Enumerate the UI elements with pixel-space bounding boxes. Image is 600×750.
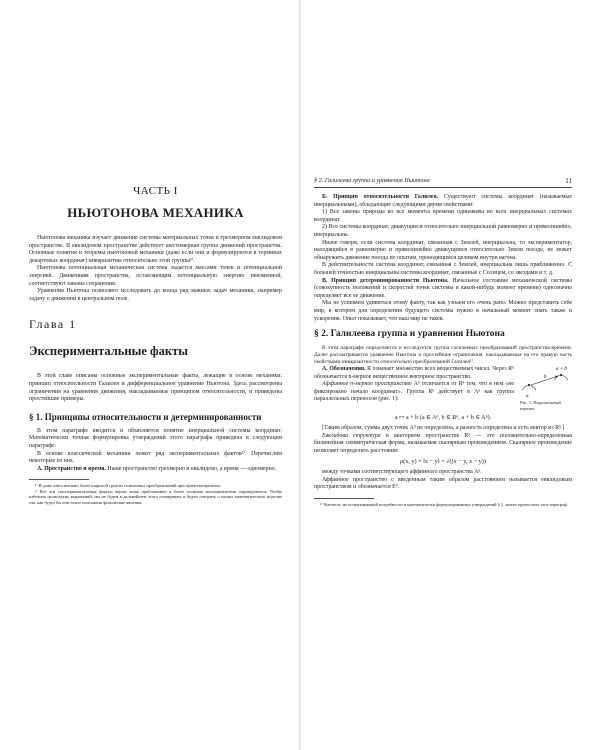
item-b-text: Существуют системы координат (называемые инерциальными), обладающие следующими двумя свойствами: — [314, 194, 572, 208]
footnote-rule-right — [314, 498, 374, 499]
section2-title: § 2. Галилеева группа и уравнения Ньютона — [314, 329, 505, 340]
affine-text: Aⁿ отличается от Rⁿ тем, что в нем «не фиксировано начало координат». Группа Rⁿ действует в Aⁿ как группа параллельных переносов (рис. 1): — [314, 381, 514, 403]
figure-label-a: a — [526, 394, 529, 400]
page-number: 11 — [565, 177, 572, 185]
item-a-text: Наше пространство трехмерно и евклидово, а время — одномерно. — [107, 465, 277, 472]
item-v-paragraph-2: Мы не успеваем удивиться этому факту, так как узнаем его очень рано. Можно представить себе мир, в котором для определения будущего системы нужно в начальный момент знать также и ускорения. Опыт показывает, что наш мир не таков. — [314, 300, 572, 322]
chapter-label: Глава 1 — [29, 317, 77, 332]
intro-paragraph-3: Уравнения Ньютона позволяют исследовать до конца ряд важных задач механики, например задачу о движении в центральном поле. — [29, 288, 282, 302]
item-a-heading: А. Пространство и время. — [37, 465, 106, 472]
figure-parallel-translation — [520, 366, 572, 411]
intro-paragraph-1: Ньютонова механика изучает движение системы материальных точек в трехмерном евклидовом пространстве. В евклидовом пространстве действует шестимерная группа движений пространства. Основные понятия и теоремы ньютоновой механики (даже если они и формулируются в терминах декартовых координат) инвариантны относительно этой группы¹⁾. — [29, 235, 282, 264]
figure-label-ab: a + b — [556, 367, 567, 373]
item-a-paragraph — [29, 466, 282, 474]
parallel-translation-diagram — [520, 366, 572, 400]
item-a-paragraph-5: между точками соответствующего аффинного пространства Aⁿ. — [322, 469, 482, 476]
chapter-intro: В этой главе описаны основные экспериментальные факты, лежащие в основе механики: принцип относительности Галилея и дифференциальное уравнение Ньютона. Здесь рассмотрены ограничения на уравнения движения, накладываемые принципом относительности, и приведены простейшие примеры. — [29, 373, 282, 403]
item-b-paragraph-3: 2) Все системы координат, движущиеся относительно инерциальной равномерно и прямолинейно, инерциальны. — [314, 224, 572, 238]
figure-label-b: b — [544, 375, 547, 381]
item-a-paragraph-3: [Таким образом, сумма двух точек Aⁿ не определена, а разность определена и есть вектор из Rⁿ.] — [322, 424, 565, 431]
item-a-paragraph-6: Аффинное пространство с введенным таким образом расстоянием называется евклидовым пространством и обозначается Eⁿ. — [314, 476, 572, 491]
running-head — [314, 177, 572, 188]
footnote-1: ¹⁾ И даже относительно более широкой группы галилеевых преобразований пространства-времени. — [35, 483, 221, 489]
formula-translation: a ↦ a + b (a ∈ Aⁿ, b ∈ Rⁿ, a + b ∈ Aⁿ). — [394, 413, 492, 421]
item-b-paragraph-2: 1) Все законы природы во все моменты времени одинаковы во всех инерциальных системах координат. — [314, 209, 572, 223]
footnote-rule — [29, 479, 89, 480]
section1-paragraph-1: В этом параграфе вводится и объясняется понятие инерциальной системы координат. Математически точная формулировка утверждений этого параграфа приведена в следующем параграфе. — [29, 427, 282, 449]
item-b-paragraph-4: Иначе говоря, если система координат, связанная с Землей, инерциальна, то экспериментатор, находящийся в равномерно и прямолинейно движущемся относительно Земли поезде, не может обнаружить движение поезда по опытам, проводящимся целиком внутри вагона. — [314, 239, 572, 261]
item-v-text: Начальное состояние механической системы (совокупность положений и скоростей точек системы в какой-нибудь момент времени) однозначно определяет все ее движение. — [314, 277, 572, 299]
item-b-paragraph-5: В действительности система координат, связанная с Землей, инерциальна лишь приближенно. С большей точностью инерциальны системы координат, связанные с Солнцем, со звездами и т. д. — [314, 262, 572, 276]
affine-term: Аффинное n-мерное пространство — [322, 381, 412, 388]
footnote-2: ²⁾ Все эти «экспериментальные факты» верны лишь приближенно и более точными экспериментами опровергаются. Чтобы избежать громоздких выражений, мы не будем в дальнейшем этого оговаривать и будем говорить о наших математических моделях так, как будто бы они точно описывали физические явления. — [29, 488, 282, 506]
item-a-paragraph-4 — [314, 433, 572, 456]
part-title: НЬЮТОНОВА МЕХАНИКА — [67, 205, 244, 220]
chapter-title: Экспериментальные факты — [29, 344, 188, 359]
right-page — [300, 0, 600, 750]
running-head-title: § 2. Галилеева группа и уравнения Ньютона — [314, 177, 430, 184]
item-a-r-text: R означает множество всех вещественных чисел. Через Rⁿ обозначается n-мерное вещественное векторное пространство. — [314, 366, 514, 380]
figure-caption: Рис. 1. Параллельный перенос — [520, 400, 561, 411]
item-v-heading: В. Принцип детерминированности Ньютона. — [322, 277, 449, 284]
item-b-heading: Б. Принцип относительности Галилея. — [322, 194, 439, 200]
item-a-r-heading: А. Обозначения. — [322, 366, 366, 373]
footnote-right: ¹⁾ Читатель, не испытывающий потребности в математически формулированных утверждений § 1, может пропустить этот параграф. — [320, 502, 568, 508]
euclidean-term: Евклидова структура — [322, 432, 381, 439]
item-v-paragraph-1 — [314, 278, 572, 301]
item-a-paragraph-2 — [314, 381, 514, 404]
item-a-paragraph-1 — [314, 366, 514, 381]
euclidean-text: в векторном пространстве Rⁿ — это положительно-определенная билинейная симметрическая форма, называемая скалярным произведением. Скалярное произведение позволяет определить расстояние — [314, 432, 572, 454]
notation-block — [314, 366, 572, 411]
section2-intro: В этом параграфе определяется и исследуется группа галилеевых преобразований пространства-времени. Далее рассматривается уравнение Ньютона и простейшие ограничения, накладываемые на его правую часть свойствами инвариантности относительно преобразований Галилея¹⁾. — [314, 345, 572, 366]
part-label: ЧАСТЬ I — [133, 185, 178, 197]
formula-distance: ρ(x, y) = ‖x − y‖ = √((x − y, x − y)) — [400, 458, 486, 466]
intro-paragraph-2: Ньютонова потенциальная механическая система задается массами точек и потенциальной энергией. Движениям пространства, оставляющим потенциальную энергию неизменной, соответствуют законы сохранения. — [29, 265, 282, 287]
section1-title: § 1. Принципы относительности и детерминированности — [29, 411, 262, 422]
item-b-paragraph-1 — [314, 194, 572, 209]
section1-paragraph-2: В основе классической механики лежит ряд экспериментальных фактов²⁾. Перечислим некоторые из них. — [29, 450, 282, 465]
